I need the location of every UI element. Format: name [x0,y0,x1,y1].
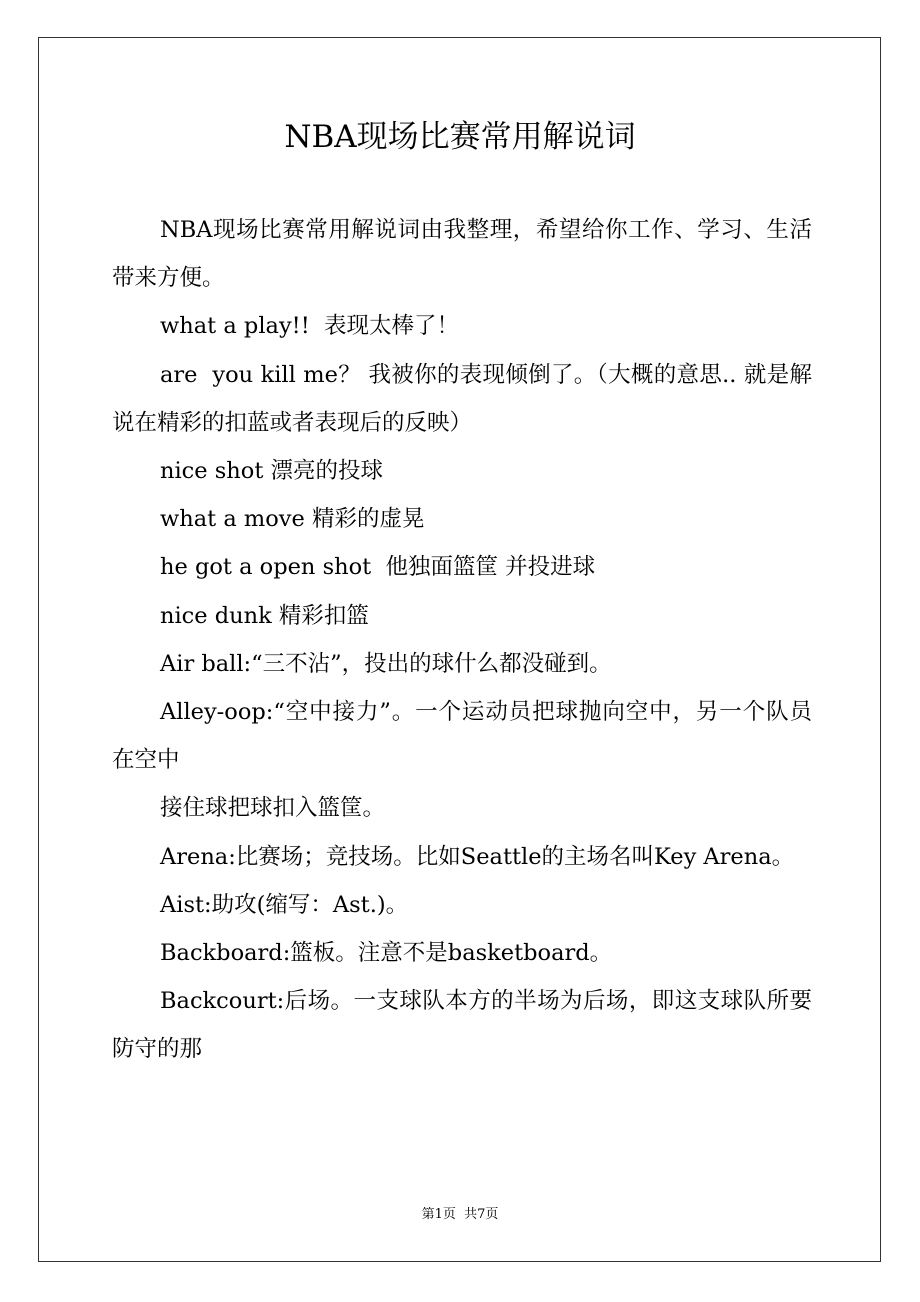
paragraph-air-ball: Air ball:“三不沾”，投出的球什么都没碰到。 [160,650,612,677]
paragraph-alley-oop: Alley-oop:“空中接力”。一个运动员把球抛向空中，另一个队员在空中 [112,699,812,774]
paragraph-arena: Arena:比赛场；竞技场。比如Seattle的主场名叫Key Arena。 [160,843,795,870]
paragraph-what-a-move: what a move 精彩的虚晃 [160,506,425,533]
page-number-footer: 第1页 共7页 [421,1207,499,1222]
paragraph-nice-shot: nice shot 漂亮的投球 [160,458,384,485]
document-body [112,206,812,1074]
paragraph-intro: NBA现场比赛常用解说词由我整理，希望给你工作、学习、生活带来方便。 [112,217,812,292]
paragraph-open-shot: he got a open shot 他独面篮筐 并投进球 [160,554,596,581]
paragraph-nice-dunk: nice dunk 精彩扣篮 [160,602,369,629]
paragraph-assist: Aist:助攻(缩写：Ast.)。 [160,891,409,918]
paragraph-alley-oop-continued: 接住球把球扣入篮筐。 [160,795,386,822]
paragraph-what-a-play: what a play!! 表现太棒了！ [160,313,460,340]
paragraph-are-you-kill-me: are you kill me？ 我被你的表现倾倒了。（大概的意思.. 就是解说在精彩的扣蓝或者表现后的反映） [112,361,812,436]
paragraph-backboard: Backboard:篮板。注意不是basketboard。 [160,940,613,967]
paragraph-backcourt: Backcourt:后场。一支球队本方的半场为后场，即这支球队所要防守的那 [112,988,812,1063]
document-title: NBA现场比赛常用解说词 [284,119,636,155]
